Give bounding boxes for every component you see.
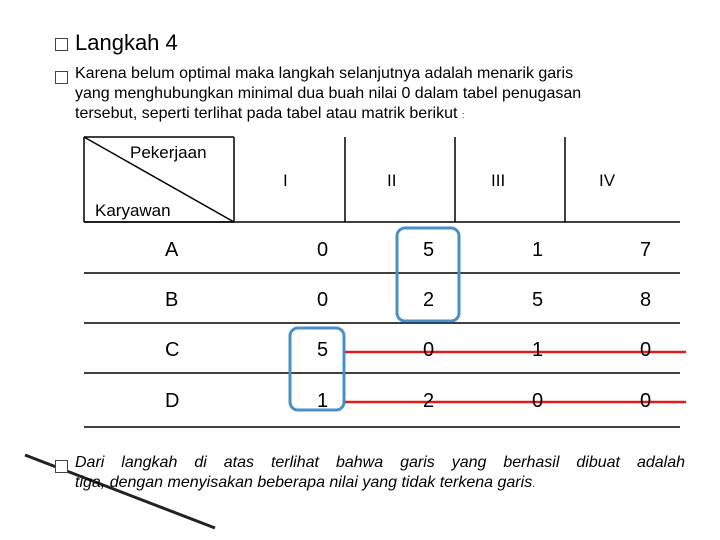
conclusion-line-2-tail: . — [532, 479, 535, 490]
cell-C-IV: 0 — [640, 339, 652, 361]
cell-D-II: 2 — [423, 390, 435, 412]
cell-A-I: 0 — [317, 239, 329, 261]
conclusion-line-1: Dari langkah di atas terlihat bahwa garis yang berhasil dibuat adalah — [75, 454, 685, 471]
row-label-A: A — [165, 239, 179, 261]
cell-C-III: 1 — [532, 339, 544, 361]
cell-B-IV: 8 — [640, 289, 652, 311]
cell-A-II: 5 — [423, 239, 435, 261]
row-label-C: C — [165, 339, 180, 361]
cell-D-I: 1 — [317, 390, 329, 412]
column-header-I: I — [283, 171, 288, 190]
conclusion-paragraph — [75, 453, 685, 495]
conclusion-bullet-icon — [55, 460, 68, 473]
intro-line-2: yang menghubungkan minimal dua buah nilai 0 dalam tabel penugasan — [75, 85, 582, 102]
cell-A-III: 1 — [532, 239, 544, 261]
conclusion-line-2 — [75, 473, 685, 495]
slide-title: Langkah 4 — [75, 30, 178, 55]
column-header-III: III — [491, 171, 506, 190]
cell-B-III: 5 — [532, 289, 544, 311]
row-label-B: B — [165, 289, 179, 311]
cell-C-II: 0 — [423, 339, 435, 361]
intro-line-3-text: tersebut, seperti terlihat pada tabel atau matrik berikut — [75, 105, 458, 122]
cell-D-III: 0 — [532, 390, 544, 412]
cell-A-IV: 7 — [640, 239, 652, 261]
row-label-D: D — [165, 390, 180, 412]
column-header-II: II — [387, 171, 397, 190]
corner-label-pekerjaan: Pekerjaan — [130, 143, 207, 162]
cell-C-I: 5 — [317, 339, 329, 361]
intro-line-3-tail: : — [461, 110, 465, 120]
corner-label-karyawan: Karyawan — [95, 201, 171, 220]
cell-D-IV: 0 — [640, 390, 652, 412]
intro-line-1: Karena belum optimal maka langkah selanjutnya adalah menarik garis — [75, 65, 574, 82]
cell-B-II: 2 — [423, 289, 435, 311]
conclusion-line-2-text: tiga, dengan menyisakan beberapa nilai yang tidak terkena garis — [75, 474, 533, 491]
cell-B-I: 0 — [317, 289, 329, 311]
column-header-IV: IV — [599, 171, 616, 190]
